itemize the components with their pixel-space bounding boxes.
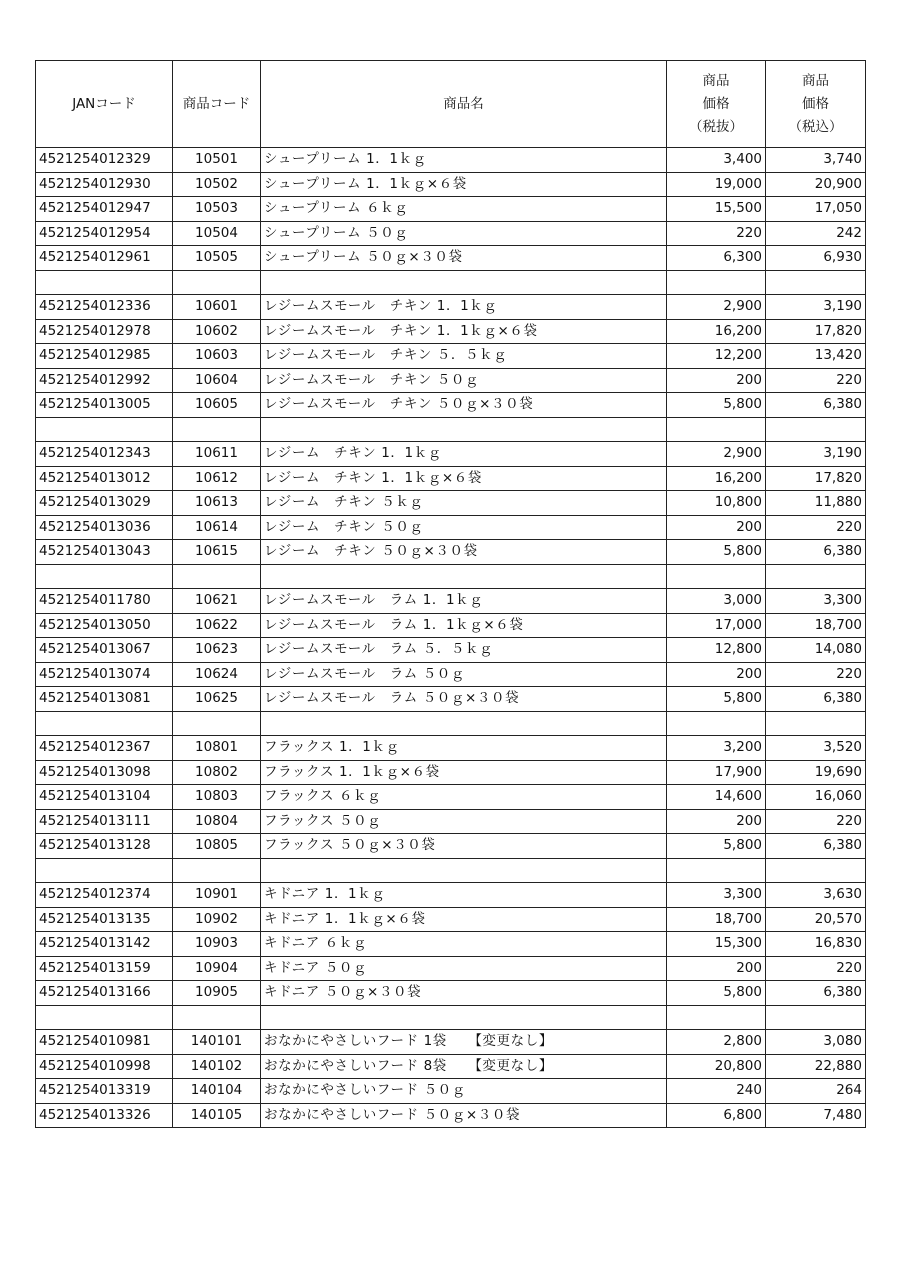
price-excl-tax-cell: 19,000 [667, 172, 766, 197]
product-code-cell: 10601 [173, 295, 261, 320]
jan-code-cell: 4521254013081 [36, 687, 173, 712]
table-row [36, 589, 866, 614]
table-row [36, 172, 866, 197]
table-row-spacer [36, 564, 866, 589]
product-code-cell: 10501 [173, 148, 261, 173]
table-row [36, 221, 866, 246]
table-row [36, 981, 866, 1006]
price-incl-tax-cell: 220 [766, 515, 866, 540]
product-name-cell: おなかにやさしいフード 8袋 【変更なし】 [261, 1054, 667, 1079]
price-excl-tax-cell: 200 [667, 368, 766, 393]
price-incl-tax-cell: 17,820 [766, 319, 866, 344]
price-incl-tax-cell: 220 [766, 956, 866, 981]
price-excl-tax-cell: 20,800 [667, 1054, 766, 1079]
product-code-cell: 140104 [173, 1079, 261, 1104]
product-name-cell: レジームスモール チキン ５０ｇ×３０袋 [261, 393, 667, 418]
price-incl-tax-cell: 7,480 [766, 1103, 866, 1128]
price-incl-tax-cell: 19,690 [766, 760, 866, 785]
table-row-spacer [36, 417, 866, 442]
jan-code-cell: 4521254012947 [36, 197, 173, 222]
header-price-incl-tax [766, 61, 866, 148]
jan-code-cell: 4521254012374 [36, 883, 173, 908]
price-incl-tax-cell: 20,570 [766, 907, 866, 932]
jan-code-cell: 4521254013135 [36, 907, 173, 932]
price-excl-tax-cell [667, 711, 766, 736]
jan-code-cell: 4521254013326 [36, 1103, 173, 1128]
price-excl-tax-cell: 5,800 [667, 981, 766, 1006]
product-code-cell: 10623 [173, 638, 261, 663]
table-row [36, 907, 866, 932]
product-code-cell: 10805 [173, 834, 261, 859]
price-incl-tax-cell: 3,190 [766, 442, 866, 467]
price-excl-tax-cell: 16,200 [667, 319, 766, 344]
table-row-spacer [36, 1005, 866, 1030]
header-label-line: （税抜） [689, 118, 743, 135]
table-row-spacer [36, 270, 866, 295]
product-name-cell: シュープリーム ５０ｇ×３０袋 [261, 246, 667, 271]
table-row [36, 883, 866, 908]
jan-code-cell: 4521254012985 [36, 344, 173, 369]
jan-code-cell: 4521254013128 [36, 834, 173, 859]
price-incl-tax-cell [766, 417, 866, 442]
price-incl-tax-cell: 17,820 [766, 466, 866, 491]
price-incl-tax-cell: 6,380 [766, 981, 866, 1006]
price-incl-tax-cell: 22,880 [766, 1054, 866, 1079]
product-name-cell: おなかにやさしいフード ５０ｇ [261, 1079, 667, 1104]
product-code-cell: 10804 [173, 809, 261, 834]
price-excl-tax-cell: 200 [667, 956, 766, 981]
header-label-line: （税込） [788, 118, 843, 135]
product-code-cell [173, 270, 261, 295]
jan-code-cell [36, 564, 173, 589]
jan-code-cell [36, 417, 173, 442]
jan-code-cell [36, 270, 173, 295]
table-row [36, 491, 866, 516]
product-name-cell: フラックス 1．1ｋｇ [261, 736, 667, 761]
price-incl-tax-cell: 242 [766, 221, 866, 246]
jan-code-cell: 4521254013104 [36, 785, 173, 810]
price-excl-tax-cell: 18,700 [667, 907, 766, 932]
product-name-cell [261, 270, 667, 295]
product-code-cell: 10611 [173, 442, 261, 467]
price-excl-tax-cell: 12,800 [667, 638, 766, 663]
price-excl-tax-cell: 2,900 [667, 295, 766, 320]
product-code-cell: 10604 [173, 368, 261, 393]
product-name-cell: レジーム チキン ５ｋｇ [261, 491, 667, 516]
product-name-cell: おなかにやさしいフード ５０ｇ×３０袋 [261, 1103, 667, 1128]
price-excl-tax-cell: 10,800 [667, 491, 766, 516]
price-excl-tax-cell [667, 417, 766, 442]
product-code-cell: 10614 [173, 515, 261, 540]
price-incl-tax-cell: 17,050 [766, 197, 866, 222]
product-name-cell: レジーム チキン 1．1ｋｇ [261, 442, 667, 467]
jan-code-cell: 4521254012930 [36, 172, 173, 197]
jan-code-cell: 4521254010998 [36, 1054, 173, 1079]
product-name-cell: キドニア 1．1ｋｇ×６袋 [261, 907, 667, 932]
jan-code-cell [36, 1005, 173, 1030]
jan-code-cell: 4521254013043 [36, 540, 173, 565]
product-code-cell: 10602 [173, 319, 261, 344]
product-code-cell: 140105 [173, 1103, 261, 1128]
jan-code-cell: 4521254012336 [36, 295, 173, 320]
product-name-cell [261, 417, 667, 442]
table-row [36, 466, 866, 491]
product-name-cell: レジームスモール ラム ５．５ｋｇ [261, 638, 667, 663]
product-name-cell: レジーム チキン ５０ｇ×３０袋 [261, 540, 667, 565]
price-incl-tax-cell: 11,880 [766, 491, 866, 516]
table-row [36, 393, 866, 418]
price-excl-tax-cell: 3,000 [667, 589, 766, 614]
price-incl-tax-cell: 6,930 [766, 246, 866, 271]
price-incl-tax-cell: 6,380 [766, 687, 866, 712]
table-row [36, 809, 866, 834]
price-excl-tax-cell: 12,200 [667, 344, 766, 369]
price-excl-tax-cell: 16,200 [667, 466, 766, 491]
product-code-cell: 10803 [173, 785, 261, 810]
price-excl-tax-cell [667, 564, 766, 589]
price-excl-tax-cell: 15,500 [667, 197, 766, 222]
header-label-line: 価格 [802, 95, 829, 112]
price-incl-tax-cell: 3,740 [766, 148, 866, 173]
price-incl-tax-cell: 3,080 [766, 1030, 866, 1055]
table-row [36, 540, 866, 565]
product-code-cell: 10502 [173, 172, 261, 197]
header-row [36, 61, 866, 148]
price-incl-tax-cell: 14,080 [766, 638, 866, 663]
price-excl-tax-cell: 5,800 [667, 834, 766, 859]
table-row [36, 368, 866, 393]
jan-code-cell: 4521254013067 [36, 638, 173, 663]
price-excl-tax-cell: 3,200 [667, 736, 766, 761]
header-label-line: 価格 [702, 95, 730, 112]
table-row-spacer [36, 711, 866, 736]
price-excl-tax-cell: 2,800 [667, 1030, 766, 1055]
jan-code-cell: 4521254013319 [36, 1079, 173, 1104]
product-name-cell: レジームスモール ラム ５０ｇ×３０袋 [261, 687, 667, 712]
table-row-spacer [36, 858, 866, 883]
table-row [36, 736, 866, 761]
price-incl-tax-cell: 20,900 [766, 172, 866, 197]
price-excl-tax-cell: 3,400 [667, 148, 766, 173]
price-incl-tax-cell [766, 711, 866, 736]
header-price-excl-tax [667, 61, 766, 148]
price-excl-tax-cell: 17,900 [667, 760, 766, 785]
price-incl-tax-cell: 220 [766, 662, 866, 687]
product-name-cell: レジーム チキン ５０ｇ [261, 515, 667, 540]
price-incl-tax-cell: 6,380 [766, 393, 866, 418]
price-excl-tax-cell [667, 1005, 766, 1030]
price-excl-tax-cell: 240 [667, 1079, 766, 1104]
table-row [36, 197, 866, 222]
price-excl-tax-cell: 17,000 [667, 613, 766, 638]
price-excl-tax-cell: 14,600 [667, 785, 766, 810]
price-incl-tax-cell: 3,300 [766, 589, 866, 614]
table-row [36, 687, 866, 712]
product-name-cell: シュープリーム ６ｋｇ [261, 197, 667, 222]
price-incl-tax-cell: 16,060 [766, 785, 866, 810]
jan-code-cell: 4521254013159 [36, 956, 173, 981]
table-row [36, 295, 866, 320]
jan-code-cell [36, 858, 173, 883]
jan-code-cell: 4521254013012 [36, 466, 173, 491]
price-list-table [35, 60, 866, 1128]
product-code-cell: 10625 [173, 687, 261, 712]
price-incl-tax-cell: 18,700 [766, 613, 866, 638]
product-code-cell: 10905 [173, 981, 261, 1006]
price-excl-tax-cell: 200 [667, 809, 766, 834]
price-excl-tax-cell: 220 [667, 221, 766, 246]
jan-code-cell: 4521254013098 [36, 760, 173, 785]
table-row [36, 1030, 866, 1055]
table-row [36, 785, 866, 810]
price-excl-tax-cell: 200 [667, 662, 766, 687]
jan-code-cell: 4521254013074 [36, 662, 173, 687]
jan-code-cell: 4521254011780 [36, 589, 173, 614]
product-name-cell: フラックス ５０ｇ [261, 809, 667, 834]
table-row [36, 638, 866, 663]
price-incl-tax-cell: 220 [766, 368, 866, 393]
product-name-cell: シュープリーム ５０ｇ [261, 221, 667, 246]
header-product-name: 商品名 [261, 61, 667, 148]
price-incl-tax-cell [766, 564, 866, 589]
jan-code-cell: 4521254012978 [36, 319, 173, 344]
product-name-cell: レジームスモール チキン ５．５ｋｇ [261, 344, 667, 369]
table-row [36, 760, 866, 785]
price-incl-tax-cell [766, 1005, 866, 1030]
product-name-cell: レジームスモール チキン 1．1ｋｇ×６袋 [261, 319, 667, 344]
table-row [36, 613, 866, 638]
table-row [36, 932, 866, 957]
table-row [36, 442, 866, 467]
price-excl-tax-cell: 15,300 [667, 932, 766, 957]
product-code-cell [173, 564, 261, 589]
price-incl-tax-cell: 16,830 [766, 932, 866, 957]
table-row [36, 515, 866, 540]
table-row [36, 148, 866, 173]
product-code-cell: 10612 [173, 466, 261, 491]
price-incl-tax-cell: 3,190 [766, 295, 866, 320]
table-row [36, 319, 866, 344]
product-code-cell: 10903 [173, 932, 261, 957]
product-name-cell: シュープリーム 1．1ｋｇ×６袋 [261, 172, 667, 197]
product-name-cell [261, 564, 667, 589]
jan-code-cell [36, 711, 173, 736]
product-name-cell: レジームスモール ラム 1．1ｋｇ [261, 589, 667, 614]
product-code-cell: 10615 [173, 540, 261, 565]
price-excl-tax-cell: 2,900 [667, 442, 766, 467]
price-excl-tax-cell: 5,800 [667, 393, 766, 418]
price-incl-tax-cell: 6,380 [766, 540, 866, 565]
jan-code-cell: 4521254013111 [36, 809, 173, 834]
product-name-cell: キドニア 1．1ｋｇ [261, 883, 667, 908]
price-incl-tax-cell: 264 [766, 1079, 866, 1104]
jan-code-cell: 4521254012343 [36, 442, 173, 467]
product-name-cell: レジームスモール ラム ５０ｇ [261, 662, 667, 687]
product-code-cell: 10613 [173, 491, 261, 516]
price-incl-tax-cell: 13,420 [766, 344, 866, 369]
price-excl-tax-cell: 5,800 [667, 687, 766, 712]
price-incl-tax-cell: 6,380 [766, 834, 866, 859]
header-product-code: 商品コード [173, 61, 261, 148]
price-incl-tax-cell: 3,630 [766, 883, 866, 908]
product-code-cell: 10902 [173, 907, 261, 932]
price-incl-tax-cell: 3,520 [766, 736, 866, 761]
product-name-cell: レジームスモール ラム 1．1ｋｇ×６袋 [261, 613, 667, 638]
jan-code-cell: 4521254013050 [36, 613, 173, 638]
jan-code-cell: 4521254013142 [36, 932, 173, 957]
jan-code-cell: 4521254013166 [36, 981, 173, 1006]
product-code-cell: 10802 [173, 760, 261, 785]
jan-code-cell: 4521254012954 [36, 221, 173, 246]
table-row [36, 1054, 866, 1079]
table-row [36, 246, 866, 271]
product-code-cell: 10621 [173, 589, 261, 614]
jan-code-cell: 4521254013036 [36, 515, 173, 540]
table-row [36, 662, 866, 687]
header-jan-code: JANコード [36, 61, 173, 148]
jan-code-cell: 4521254013005 [36, 393, 173, 418]
jan-code-cell: 4521254013029 [36, 491, 173, 516]
product-name-cell: フラックス ５０ｇ×３０袋 [261, 834, 667, 859]
jan-code-cell: 4521254012329 [36, 148, 173, 173]
jan-code-cell: 4521254012367 [36, 736, 173, 761]
header-label-line: 商品 [702, 72, 730, 89]
table-row [36, 1079, 866, 1104]
price-excl-tax-cell [667, 270, 766, 295]
product-code-cell: 10622 [173, 613, 261, 638]
product-code-cell [173, 1005, 261, 1030]
product-name-cell: シュープリーム 1．1ｋｇ [261, 148, 667, 173]
product-code-cell [173, 711, 261, 736]
product-code-cell: 140101 [173, 1030, 261, 1055]
product-code-cell: 10901 [173, 883, 261, 908]
product-code-cell: 10504 [173, 221, 261, 246]
price-incl-tax-cell: 220 [766, 809, 866, 834]
price-excl-tax-cell: 6,300 [667, 246, 766, 271]
product-name-cell: レジームスモール チキン ５０ｇ [261, 368, 667, 393]
product-name-cell: キドニア ５０ｇ×３０袋 [261, 981, 667, 1006]
price-excl-tax-cell [667, 858, 766, 883]
price-excl-tax-cell: 5,800 [667, 540, 766, 565]
table-row [36, 834, 866, 859]
product-name-cell: レジーム チキン 1．1ｋｇ×６袋 [261, 466, 667, 491]
jan-code-cell: 4521254012992 [36, 368, 173, 393]
price-excl-tax-cell: 6,800 [667, 1103, 766, 1128]
product-code-cell: 10505 [173, 246, 261, 271]
product-code-cell: 140102 [173, 1054, 261, 1079]
product-name-cell: フラックス 1．1ｋｇ×６袋 [261, 760, 667, 785]
price-incl-tax-cell [766, 270, 866, 295]
product-code-cell: 10904 [173, 956, 261, 981]
product-name-cell [261, 858, 667, 883]
jan-code-cell: 4521254010981 [36, 1030, 173, 1055]
table-row [36, 956, 866, 981]
product-code-cell: 10624 [173, 662, 261, 687]
product-code-cell: 10503 [173, 197, 261, 222]
product-name-cell: レジームスモール チキン 1．1ｋｇ [261, 295, 667, 320]
header-label-line: 商品 [802, 72, 829, 89]
product-name-cell: キドニア ６ｋｇ [261, 932, 667, 957]
product-code-cell [173, 417, 261, 442]
table-row [36, 1103, 866, 1128]
product-code-cell: 10603 [173, 344, 261, 369]
price-incl-tax-cell [766, 858, 866, 883]
product-name-cell [261, 711, 667, 736]
jan-code-cell: 4521254012961 [36, 246, 173, 271]
product-name-cell: キドニア ５０ｇ [261, 956, 667, 981]
product-name-cell: フラックス ６ｋｇ [261, 785, 667, 810]
product-code-cell: 10605 [173, 393, 261, 418]
table-body [36, 148, 866, 1128]
product-name-cell: おなかにやさしいフード 1袋 【変更なし】 [261, 1030, 667, 1055]
table-row [36, 344, 866, 369]
price-excl-tax-cell: 3,300 [667, 883, 766, 908]
product-name-cell [261, 1005, 667, 1030]
price-excl-tax-cell: 200 [667, 515, 766, 540]
product-code-cell [173, 858, 261, 883]
product-code-cell: 10801 [173, 736, 261, 761]
